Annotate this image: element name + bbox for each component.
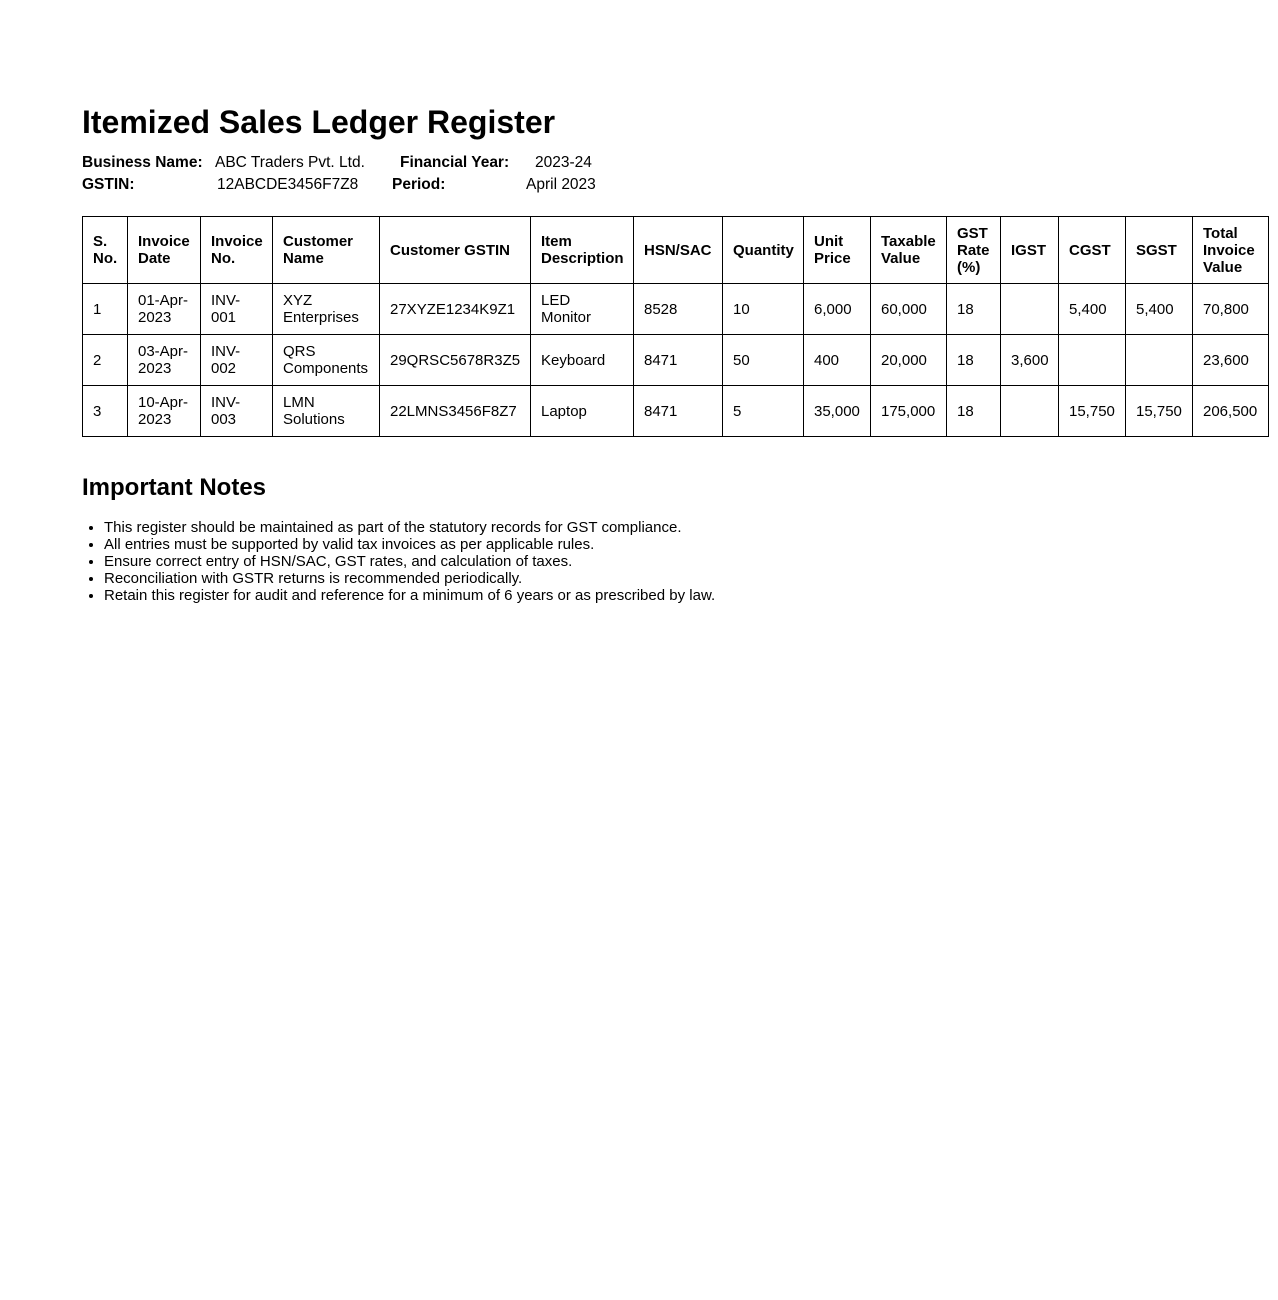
- cell-gst-rate: 18: [947, 284, 1001, 335]
- meta-row-business: [82, 152, 1278, 174]
- cell-total-invoice-value: 206,500: [1193, 386, 1269, 437]
- cell-customer-name: QRS Components: [273, 335, 380, 386]
- cell-item-description: LED Monitor: [531, 284, 634, 335]
- cell-sgst: 5,400: [1126, 284, 1193, 335]
- cell-quantity: 50: [723, 335, 804, 386]
- cell-igst: 3,600: [1001, 335, 1059, 386]
- table-row: [83, 284, 1269, 335]
- cell-s-no: 3: [83, 386, 128, 437]
- cell-taxable-value: 20,000: [871, 335, 947, 386]
- cell-invoice-date: 03-Apr-2023: [128, 335, 201, 386]
- cell-igst: [1001, 386, 1059, 437]
- financial-year-value: 2023-24: [535, 154, 592, 171]
- table-row: [83, 386, 1269, 437]
- header-taxable-value: Taxable Value: [871, 217, 947, 284]
- header-sgst: SGST: [1126, 217, 1193, 284]
- header-customer-name: Customer Name: [273, 217, 380, 284]
- period-value: April 2023: [526, 176, 596, 193]
- meta-row-gstin: [82, 174, 1278, 196]
- cell-invoice-date: 10-Apr-2023: [128, 386, 201, 437]
- header-igst: IGST: [1001, 217, 1059, 284]
- cell-invoice-no: INV-003: [201, 386, 273, 437]
- cell-hsn-sac: 8528: [634, 284, 723, 335]
- cell-taxable-value: 175,000: [871, 386, 947, 437]
- cell-taxable-value: 60,000: [871, 284, 947, 335]
- header-invoice-date: Invoice Date: [128, 217, 201, 284]
- cell-cgst: [1059, 335, 1126, 386]
- cell-hsn-sac: 8471: [634, 335, 723, 386]
- notes-heading: Important Notes: [82, 474, 267, 501]
- cell-item-description: Keyboard: [531, 335, 634, 386]
- gstin-value: 12ABCDE3456F7Z8: [217, 176, 359, 193]
- cell-invoice-date: 01-Apr-2023: [128, 284, 201, 335]
- header-item-description: Item Description: [531, 217, 634, 284]
- cell-cgst: 15,750: [1059, 386, 1126, 437]
- cell-total-invoice-value: 70,800: [1193, 284, 1269, 335]
- cell-invoice-no: INV-001: [201, 284, 273, 335]
- list-item: • Reconciliation with GSTR returns is recommended periodically.: [104, 570, 1278, 587]
- header-hsn-sac: HSN/SAC: [634, 217, 723, 284]
- cell-customer-name: XYZ Enterprises: [273, 284, 380, 335]
- cell-s-no: 1: [83, 284, 128, 335]
- header-unit-price: Unit Price: [804, 217, 871, 284]
- header-gst-rate: GST Rate (%): [947, 217, 1001, 284]
- cell-quantity: 5: [723, 386, 804, 437]
- cell-invoice-no: INV-002: [201, 335, 273, 386]
- header-customer-gstin: Customer GSTIN: [380, 217, 531, 284]
- sales-ledger-table: [82, 216, 1269, 437]
- cell-s-no: 2: [83, 335, 128, 386]
- header-quantity: Quantity: [723, 217, 804, 284]
- cell-unit-price: 6,000: [804, 284, 871, 335]
- list-item: • Ensure correct entry of HSN/SAC, GST rates, and calculation of taxes.: [104, 553, 1278, 570]
- cell-gst-rate: 18: [947, 386, 1001, 437]
- cell-total-invoice-value: 23,600: [1193, 335, 1269, 386]
- cell-sgst: 15,750: [1126, 386, 1193, 437]
- cell-gst-rate: 18: [947, 335, 1001, 386]
- page-title: Itemized Sales Ledger Register: [82, 104, 556, 140]
- header-total-invoice-value: Total Invoice Value: [1193, 217, 1269, 284]
- notes-list: [82, 519, 1278, 604]
- cell-customer-name: LMN Solutions: [273, 386, 380, 437]
- cell-igst: [1001, 284, 1059, 335]
- list-item: • This register should be maintained as part of the statutory records for GST compliance.: [104, 519, 1278, 536]
- cell-cgst: 5,400: [1059, 284, 1126, 335]
- cell-customer-gstin: 29QRSC5678R3Z5: [380, 335, 531, 386]
- financial-year-label: Financial Year:: [400, 154, 510, 171]
- cell-customer-gstin: 27XYZE1234K9Z1: [380, 284, 531, 335]
- list-item: • Retain this register for audit and reference for a minimum of 6 years or as prescribed by law.: [104, 587, 1278, 604]
- table-row: [83, 335, 1269, 386]
- period-label: Period:: [392, 176, 446, 193]
- cell-item-description: Laptop: [531, 386, 634, 437]
- business-meta: [82, 152, 1278, 196]
- cell-sgst: [1126, 335, 1193, 386]
- business-name-value: ABC Traders Pvt. Ltd.: [215, 154, 365, 171]
- header-cgst: CGST: [1059, 217, 1126, 284]
- business-name-label: Business Name:: [82, 154, 203, 171]
- cell-unit-price: 35,000: [804, 386, 871, 437]
- gstin-label: GSTIN:: [82, 176, 135, 193]
- cell-unit-price: 400: [804, 335, 871, 386]
- header-invoice-no: Invoice No.: [201, 217, 273, 284]
- table-header-row: [83, 217, 1269, 284]
- ledger-page: [0, 0, 1278, 604]
- header-s-no: S. No.: [83, 217, 128, 284]
- cell-hsn-sac: 8471: [634, 386, 723, 437]
- cell-customer-gstin: 22LMNS3456F8Z7: [380, 386, 531, 437]
- cell-quantity: 10: [723, 284, 804, 335]
- list-item: • All entries must be supported by valid tax invoices as per applicable rules.: [104, 536, 1278, 553]
